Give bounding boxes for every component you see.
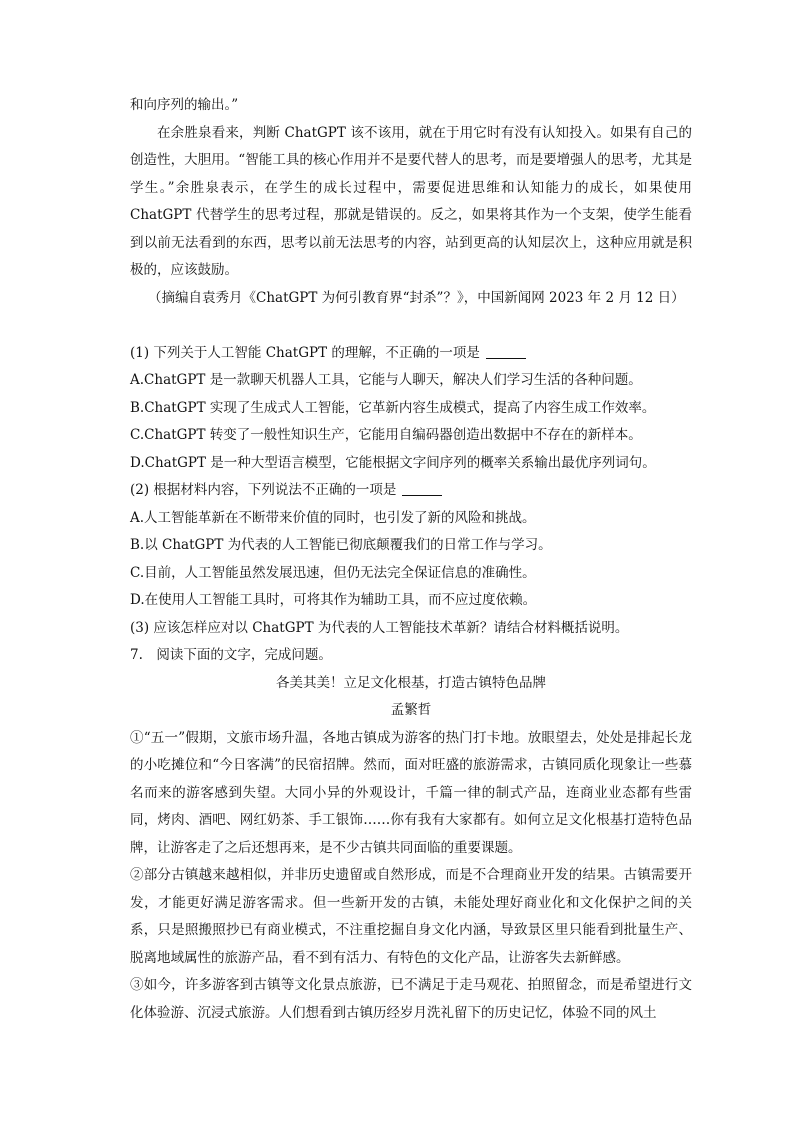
question-2-option-b: B.以 ChatGPT 为代表的人工智能已彻底颠覆我们的日常工作与学习。 xyxy=(130,537,552,553)
question-2-option-a: A.人工智能革新在不断带来价值的同时，也引发了新的风险和挑战。 xyxy=(130,509,536,526)
paragraph-continuation: 和向序列的输出。” xyxy=(130,97,239,113)
answer-blank xyxy=(402,481,442,496)
source-citation: （摘编自袁秀月《ChatGPT 为何引教育界“封杀”？》，中国新闻网 2023 年 2 月 12 日） xyxy=(148,289,685,306)
question-1-option-a: A.ChatGPT 是一款聊天机器人工具，它能与人聊天，解决人们学习生活的各种问题。 xyxy=(130,372,642,388)
article-paragraph-1: ①“五一”假期，文旅市场升温，各地古镇成为游客的热门打卡地。放眼望去，处处是排起长龙的小吃摊位和“今日客满”的民宿招牌。然而，面对旺盛的旅游需求，古镇同质化现象让一些慕名而来的游客感到失望。大同小异的外观设计，千篇一律的制式产品，连商业业态都有些雷同，烤肉、酒吧、网红奶茶、手工银饰……你有我有大家都有。如何立足文化根基打造特色品牌，让游客走了之后还想再来，是不少古镇共同面临的重要课题。 xyxy=(130,729,692,856)
question-1-text: (1) 下列关于人工智能 ChatGPT 的理解，不正确的一项是 xyxy=(130,344,480,361)
question-1-option-b: B.ChatGPT 实现了生成式人工智能，它革新内容生成模式，提高了内容生成工作效率。 xyxy=(130,399,656,416)
paragraph-yu-shengquan: 在余胜泉看来，判断 ChatGPT 该不该用，就在于用它时有没有认知投入。如果有自己的创造性，大胆用。“智能工具的核心作用并不是要代替人的思考，而是要增强人的思考，尤其是学生。”余胜泉表示，在学生的成长过程中，需要促进思维和认知能力的成长，如果使用 ChatGPT 代替学生的思考过程，那就是错误的。反之，如果将其作为一个支架，使学生能看到以前无法看到的东西，思考以前无法思考的内容，站到更高的认知层次上，这种应用就是积极的，应该鼓励。 xyxy=(130,124,692,278)
question-2-stem xyxy=(130,477,692,505)
question-2-option-d: D.在使用人工智能工具时，可将其作为辅助工具，而不应过度依赖。 xyxy=(130,592,537,608)
question-7-heading: 7. 阅读下面的文字，完成问题。 xyxy=(130,647,332,663)
article-title: 各美其美！立足文化根基，打造古镇特色品牌 xyxy=(276,674,546,691)
question-1-option-c: C.ChatGPT 转变了一般性知识生产，它能用自编码器创造出数据中不存在的新样本。 xyxy=(130,427,642,443)
article-author: 孟繁哲 xyxy=(390,702,432,718)
answer-blank xyxy=(486,344,526,359)
question-1-option-d: D.ChatGPT 是一种大型语言模型，它能根据文字间序列的概率关系输出最优序列词句。 xyxy=(130,454,656,471)
question-3: (3) 应该怎样应对以 ChatGPT 为代表的人工智能技术革新？请结合材料概括说明。 xyxy=(130,619,629,636)
question-2-option-c: C.目前，人工智能虽然发展迅速，但仍无法完全保证信息的准确性。 xyxy=(130,564,536,581)
article-paragraph-3: ③如今，许多游客到古镇等文化景点旅游，已不满足于走马观花、拍照留念，而是希望进行文化体验游、沉浸式旅游。人们想看到古镇历经岁月洗礼留下的历史记忆，体验不同的风土 xyxy=(130,977,692,1021)
question-1-stem xyxy=(130,340,692,368)
article-paragraph-2: ②部分古镇越来越相似，并非历史遗留或自然形成，而是不合理商业开发的结果。古镇需要开发，才能更好满足游客需求。但一些新开发的古镇，未能处理好商业化和文化保护之间的关系，只是照搬照抄已有商业模式，不注重挖掘自身文化内涵，导致景区里只能看到批量生产、脱离地域属性的旅游产品，看不到有活力、有特色的文化产品，让游客失去新鲜感。 xyxy=(130,867,692,966)
document-content xyxy=(130,92,692,1027)
question-2-text: (2) 根据材料内容，下列说法不正确的一项是 xyxy=(130,482,397,498)
spacer xyxy=(130,312,692,340)
